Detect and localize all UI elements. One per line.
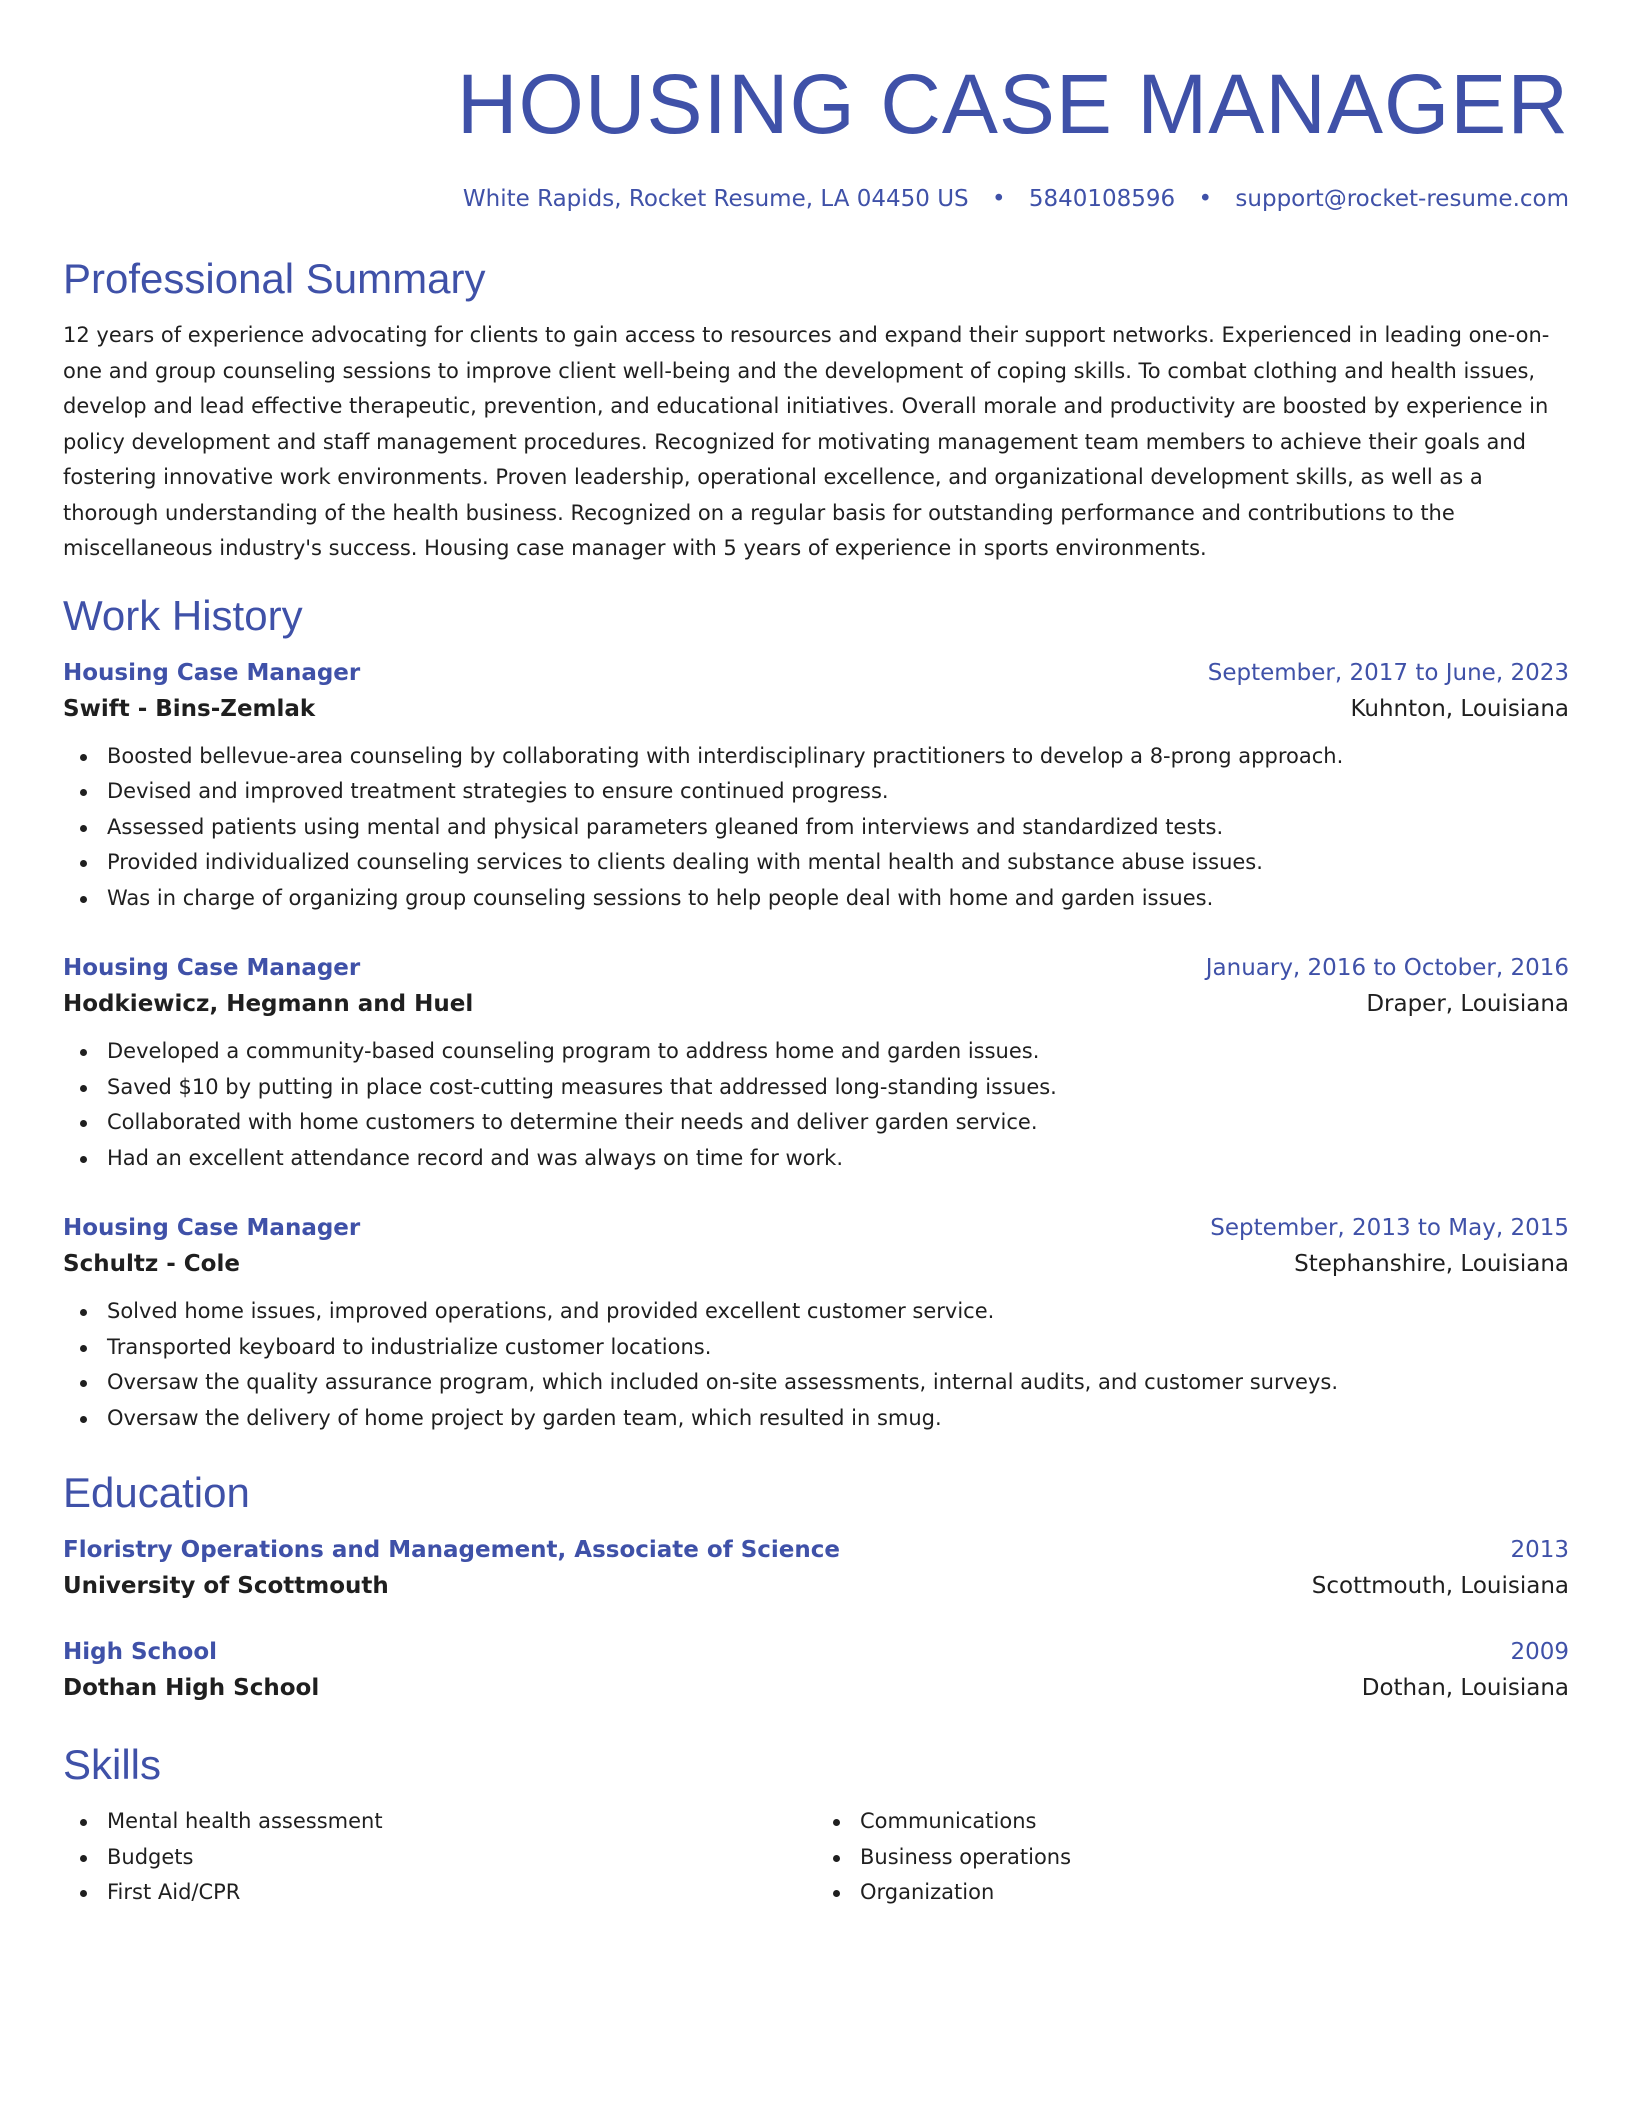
job-company: Hodkiewicz, Hegmann and Huel — [63, 991, 474, 1017]
contact-address: White Rapids, Rocket Resume, LA 04450 US — [462, 186, 969, 212]
skill-item: Budgets — [107, 1840, 816, 1876]
job-bullet: Oversaw the delivery of home project by garden team, which resulted in smug. — [107, 1401, 1569, 1437]
contact-separator: • — [991, 186, 1006, 212]
education-school: Dothan High School — [63, 1675, 320, 1701]
skills-heading: Skills — [63, 1741, 162, 1788]
skills-list — [63, 1804, 816, 1911]
job-location: Stephanshire, Louisiana — [1294, 1251, 1569, 1277]
job-bullet: Developed a community-based counseling program to address home and garden issues. — [107, 1034, 1569, 1070]
job-title: Housing Case Manager — [63, 1215, 361, 1241]
job-dates: September, 2017 to June, 2023 — [1207, 659, 1569, 686]
education-heading: Education — [63, 1469, 250, 1516]
job-title: Housing Case Manager — [63, 955, 361, 981]
job-bullet: Saved $10 by putting in place cost-cutting measures that addressed long-standing issues. — [107, 1070, 1569, 1106]
education-location: Dothan, Louisiana — [1361, 1675, 1569, 1701]
skills-list — [816, 1804, 1569, 1911]
job-entry — [63, 952, 1569, 1176]
summary-text: 12 years of experience advocating for clients to gain access to resources and expand their support networks. Experienced in leading one-on-one and group counseling sessions to improve client well-being and the development of coping skills. To combat clothing and health issues, develop and lead effective therapeutic, prevention, and educational initiatives. Overall morale and productivity are boosted by experience in policy development and staff management procedures. Recognized for motivating management team members to achieve their goals and fostering innovative work environments. Proven leadership, operational excellence, and organizational development skills, as well as a thorough understanding of the health business. Recognized on a regular basis for outstanding performance and contributions to the miscellaneous industry's success. Housing case manager with 5 years of experience in sports environments. — [63, 323, 1550, 560]
job-bullet: Devised and improved treatment strategies to ensure continued progress. — [107, 774, 1569, 810]
education-year: 2013 — [1510, 1537, 1569, 1563]
job-location: Kuhnton, Louisiana — [1350, 695, 1569, 722]
job-bullet: Provided individualized counseling services to clients dealing with mental health and substance abuse issues. — [107, 845, 1569, 881]
job-bullet: Boosted bellevue-area counseling by collaborating with interdisciplinary practitioners to develop a 8-prong approach. — [107, 739, 1569, 775]
summary-heading: Professional Summary — [63, 255, 486, 302]
education-year: 2009 — [1510, 1639, 1569, 1665]
summary-section — [63, 254, 1569, 567]
job-title: Housing Case Manager — [63, 659, 361, 686]
job-dates: January, 2016 to October, 2016 — [1205, 955, 1569, 981]
job-bullets — [63, 739, 1569, 917]
education-section — [63, 1468, 1569, 1708]
education-degree: Floristry Operations and Management, Associate of Science — [63, 1537, 841, 1563]
skill-item: Organization — [860, 1875, 1569, 1911]
contact-line — [63, 184, 1569, 214]
job-bullet: Oversaw the quality assurance program, which included on-site assessments, internal audits, and customer surveys. — [107, 1365, 1569, 1401]
job-entry — [63, 1212, 1569, 1436]
work-history-heading: Work History — [63, 591, 303, 639]
job-entry — [63, 657, 1569, 917]
education-location: Scottmouth, Louisiana — [1311, 1573, 1569, 1599]
job-bullet: Was in charge of organizing group counseling sessions to help people deal with home and garden issues. — [107, 881, 1569, 917]
job-company: Swift - Bins-Zemlak — [63, 695, 316, 722]
job-bullet: Collaborated with home customers to determine their needs and deliver garden service. — [107, 1105, 1569, 1141]
job-dates: September, 2013 to May, 2015 — [1210, 1215, 1569, 1241]
skill-item: Mental health assessment — [107, 1804, 816, 1840]
resume-header — [63, 56, 1569, 214]
education-entry — [63, 1636, 1569, 1708]
skills-grid — [63, 1804, 1569, 1911]
job-company: Schultz - Cole — [63, 1251, 240, 1277]
skills-column-left — [63, 1804, 816, 1911]
skills-section — [63, 1740, 1569, 1911]
skill-item: First Aid/CPR — [107, 1875, 816, 1911]
job-bullet: Transported keyboard to industrialize customer locations. — [107, 1330, 1569, 1366]
skill-item: Business operations — [860, 1840, 1569, 1876]
skill-item: Communications — [860, 1804, 1569, 1840]
job-bullets — [63, 1034, 1569, 1176]
skills-column-right — [816, 1804, 1569, 1911]
contact-email: support@rocket-resume.com — [1235, 186, 1569, 212]
job-bullet: Solved home issues, improved operations, and provided excellent customer service. — [107, 1294, 1569, 1330]
job-location: Draper, Louisiana — [1366, 991, 1569, 1017]
education-school: University of Scottmouth — [63, 1573, 389, 1599]
resume-name: HOUSING CASE MANAGER — [456, 57, 1569, 151]
job-bullet: Had an excellent attendance record and was always on time for work. — [107, 1141, 1569, 1177]
education-entry — [63, 1534, 1569, 1606]
contact-phone: 5840108596 — [1028, 186, 1176, 212]
job-bullets — [63, 1294, 1569, 1436]
education-degree: High School — [63, 1639, 218, 1665]
contact-separator: • — [1198, 186, 1213, 212]
work-history-section — [63, 591, 1569, 1437]
job-bullet: Assessed patients using mental and physical parameters gleaned from interviews and standardized tests. — [107, 810, 1569, 846]
